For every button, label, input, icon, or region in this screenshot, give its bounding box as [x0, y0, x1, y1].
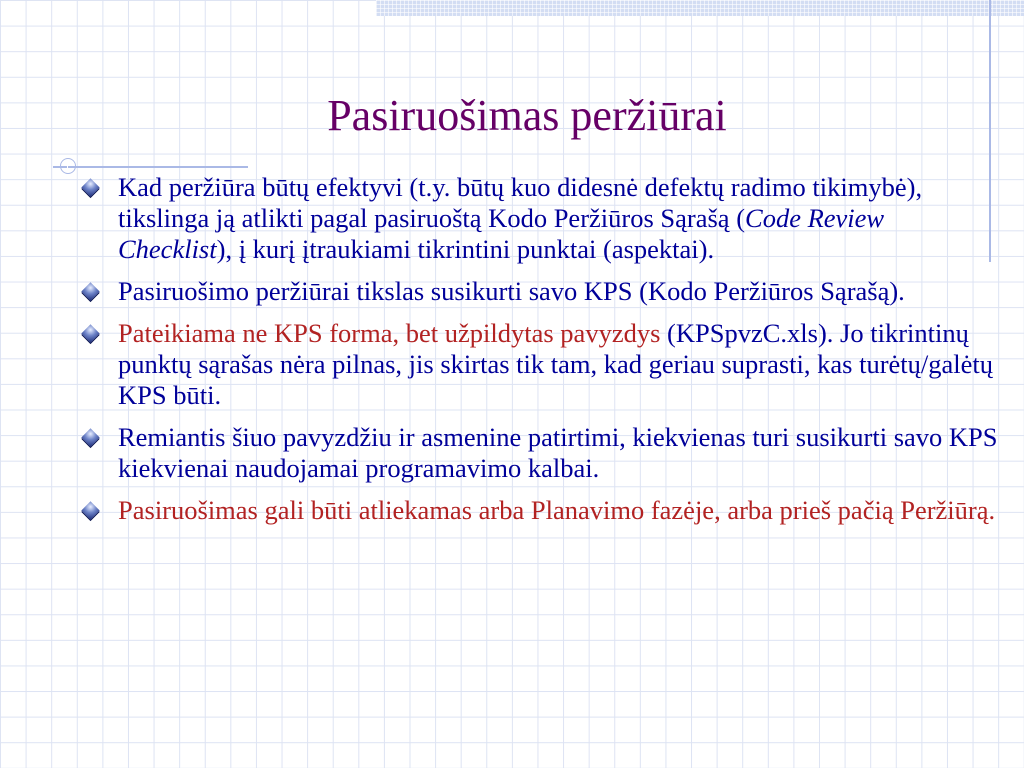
- bullet-item-3: [118, 318, 998, 411]
- diamond-bullet-icon: [81, 324, 99, 342]
- bullet-3-text-after: (KPSpvzC.xls). Jo tikrintinų punktų sąrašas nėra pilnas, jis skirtas tik tam, kad geriau suprasti, kas turėtų/galėtų KPS būti.: [118, 318, 994, 410]
- bullet-1-italic: Code Review Checklist: [118, 203, 885, 264]
- diamond-bullet-icon: [81, 282, 99, 300]
- bullet-3-red-text: Pateikiama ne KPS forma, bet užpildytas pavyzdys: [118, 318, 661, 348]
- bullet-item-5: [118, 495, 998, 526]
- top-decorative-band: [376, 0, 1024, 16]
- diamond-bullet-icon: [81, 428, 99, 446]
- diamond-bullet-icon: [81, 501, 99, 519]
- bullet-item-4: [118, 422, 998, 484]
- bullet-5-text: Pasiruošimas gali būti atliekamas arba Planavimo fazėje, arba prieš pačią Peržiūrą.: [118, 495, 996, 525]
- bullet-1-text-after: ), į kurį įtraukiami tikrintini punktai (aspektai).: [216, 234, 715, 264]
- slide-title: Pasiruošimas peržiūrai: [327, 91, 727, 140]
- bullet-4-text: Remiantis šiuo pavyzdžiu ir asmenine patirtimi, kiekvienas turi susikurti savo KPS kiekvienai naudojamai programavimo kalbai.: [118, 422, 998, 483]
- bullet-1-text-before: Kad peržiūra būtų efektyvi (t.y. būtų kuo didesnė defektų radimo tikimybė), tikslinga ją atlikti pagal pasiruoštą Kodo Peržiūros Sąrašą (: [118, 172, 923, 233]
- bullet-item-2: [118, 276, 998, 307]
- diamond-bullet-icon: [81, 178, 99, 196]
- decorative-horizontal-line: [68, 166, 248, 168]
- bullet-item-1: [118, 172, 998, 265]
- bullet-list: [118, 172, 998, 537]
- bullet-2-text: Pasiruošimo peržiūrai tikslas susikurti savo KPS (Kodo Peržiūros Sąrašą).: [118, 276, 905, 306]
